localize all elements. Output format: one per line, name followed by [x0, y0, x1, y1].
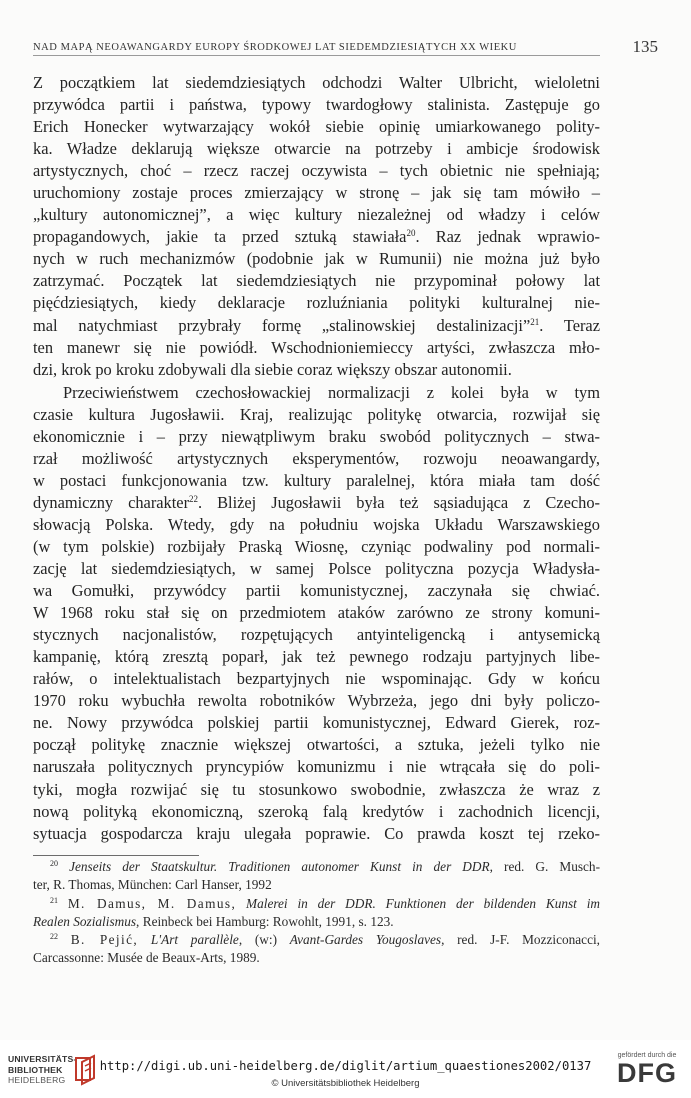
footnote-title: Jenseits der Staatskultur. Traditionen autonomer Kunst in der DDR: [69, 859, 490, 874]
text-line: ten manewr się nie powiódł. Wschodnioniemieccy artyści, zwłaszcza mło-: [33, 337, 600, 357]
text-line: ne. Nowy przywódca polskiej partii komunistycznej, Edward Gierek, roz-: [33, 713, 600, 733]
text-line: uruchomiony zostaje proces zmierzający w stronę – jak się tam mówiło –: [33, 183, 600, 203]
footnote-21: $^{21}$ M. Damus, M. Damus, Malerei in der DDR. Funktionen der bildenden Kunst im Realen Sozialismus, Reinbeck bei Hamburg: Rowohlt, 1991, s. 123.: [33, 895, 600, 929]
ub-heidelberg-logo: UNIVERSITÄTS- BIBLIOTHEK HEIDELBERG: [8, 1054, 100, 1090]
text-line: (w tym polskie) rozbijały Praską Wiosnę, czyniąc podwaliny pod normali-: [33, 536, 600, 556]
text-line: 1970 roku wybuchła rewolta robotników Wybrzeża, jego dni były policzo-: [33, 691, 600, 711]
text-line: Z początkiem lat siedemdziesiątych odchodzi Walter Ulbricht, wieloletni: [33, 73, 600, 92]
text-line: ekonomicznie i – przy niewątpliwym braku swobód politycznych – stwa-: [33, 426, 600, 446]
text-line: tyki, mogła rozwijać się tu stosunkowo swobodnie, zwłaszcza że wraz z: [33, 779, 600, 799]
text-line: rzał możliwość artystycznych eksperymentów, rozwoju neoawangardy,: [33, 448, 600, 468]
text-line: nych w ruch mechanizmów (podobnie jak w Rumunii) nie można już było: [33, 249, 600, 269]
header-rule: [33, 55, 600, 56]
text-line: nową polityką ekonomiczną, szeroką falą kredytów i zachodnich licencji,: [33, 801, 600, 821]
dfg-logo-icon: DFG: [617, 1058, 677, 1088]
footnote-rule: [33, 855, 199, 856]
text-line: wa Gomułki, przywódcy partii komunistycznej, zaczynała się chwiać.: [33, 581, 600, 601]
copyright-notice: © Universitätsbibliothek Heidelberg: [271, 1078, 420, 1089]
paragraph-2: [33, 382, 600, 845]
text-line: począł politykę znacznie większej otwartości, a sztuka, jeżeli tylko nie: [33, 735, 600, 755]
text-line: sytuacja gospodarcza kraju ulegała poprawie. Co prawda koszt tej rzeko-: [33, 823, 600, 843]
digitization-footer: [0, 1040, 691, 1098]
text-line: ka. Władze deklarują większe otwarcie na potrzeby i ambicje środowisk: [33, 139, 600, 159]
text-line: czasie kultura Jugosławii. Kraj, realizując politykę otwarcia, rozwijał się: [33, 404, 600, 424]
text-line: dynamiczny charakter$^{22}$. Bliżej Jugosławii była też sąsiadująca z Czecho-: [33, 492, 600, 512]
dfg-funder-logo: gefördert durch die DFG: [612, 1052, 682, 1092]
footnote-author: B. Pejić,: [70, 932, 139, 948]
text-line: rałów, o intelektualistach bezpartyjnych nie wspominając. Gdy w końcu: [33, 669, 600, 689]
text-line: dzi, krok po kroku zdobywali dla siebie coraz większy obszar autonomii.: [33, 359, 512, 379]
text-line: pięćdziesiątych, kiedy deklaracje rozluźniania polityki kulturalnej nie-: [33, 293, 600, 313]
text-line: W 1968 roku stał się on przedmiotem ataków zarówno ze strony komuni-: [33, 603, 600, 623]
text-line: kampanię, którą zresztą poparł, jak też pewnego rodzaju partyjnych libe-: [33, 647, 600, 667]
text-line: przywódca partii i państwa, typowy twardogłowy stalinista. Zastępuje go: [33, 95, 600, 115]
text-line: słowacją Polska. Wtedy, gdy na południu wojska Układu Warszawskiego: [33, 514, 600, 534]
footnotes: [33, 858, 600, 968]
text-line: Erich Honecker wytwarzający wokół siebie opinię umiarkowanego polity-: [33, 117, 600, 137]
footnote-ref-20: 20: [406, 228, 416, 239]
text-line: zację lat siedemdziesiątych, w samej Polsce polityczna pozycja Władysła-: [33, 559, 600, 579]
footnote-ref-21: 21: [530, 316, 540, 327]
text-line: w postaci funkcjonowania tzw. kultury paralelnej, która miała tam dość: [33, 470, 600, 490]
running-title: NAD MAPĄ NEOAWANGARDY EUROPY ŚRODKOWEJ LAT SIEDEMDZIESIĄTYCH XX WIEKU: [33, 42, 517, 53]
text-line: zatrzymać. Początek lat siedemdziesiątych nie przypominał połowy lat: [33, 271, 600, 291]
text-line: stycznych nacjonalistów, rozpętujących antyinteligencką i antysemicką: [33, 625, 600, 645]
text-line: artystycznych, choć – rzecz raczej oczywista – tych obietnic nie spełniają;: [33, 161, 600, 181]
text-line: propagandowych, jakie ta przed sztuką stawiała$^{20}$. Raz jednak wprawio-: [33, 227, 600, 247]
page-number: 135: [632, 37, 658, 56]
running-header: [33, 37, 658, 60]
text-line: naruszała politycznych pryncypiów komunizmu i nie wtrącała się do poli-: [33, 757, 600, 777]
permalink-url[interactable]: http://digi.ub.uni-heidelberg.de/diglit/artium_quaestiones2002/0137: [99, 1059, 592, 1073]
text-line: Przeciwieństwem czechosłowackiej normalizacji z kolei była w tym: [63, 382, 600, 402]
footnote-authors: M. Damus, M. Damus,: [67, 895, 237, 911]
footnote-ref-22: 22: [189, 493, 199, 504]
body-text: [33, 72, 600, 845]
text-line: mal natychmiast przybrały formę „stalinowskiej destalinizacji”$^{21}$. Teraz: [33, 315, 600, 335]
paragraph-1: [33, 72, 600, 381]
text-line: „kultury autonomicznej”, a więc kultury niezależnej od władzy i celów: [33, 205, 600, 225]
footnote-22: $^{22}$ B. Pejić, L'Art parallèle, (w:) Avant-Gardes Yougoslaves, red. J-F. Mozziconacci, Carcassonne: Musée de Beaux-Arts, 1989.: [33, 932, 600, 966]
footnote-20: $^{20}$ Jenseits der Staatskultur. Traditionen autonomer Kunst in der DDR, red. G. Musch- ter, R. Thomas, München: Carl Hanser, 1992: [33, 859, 601, 893]
